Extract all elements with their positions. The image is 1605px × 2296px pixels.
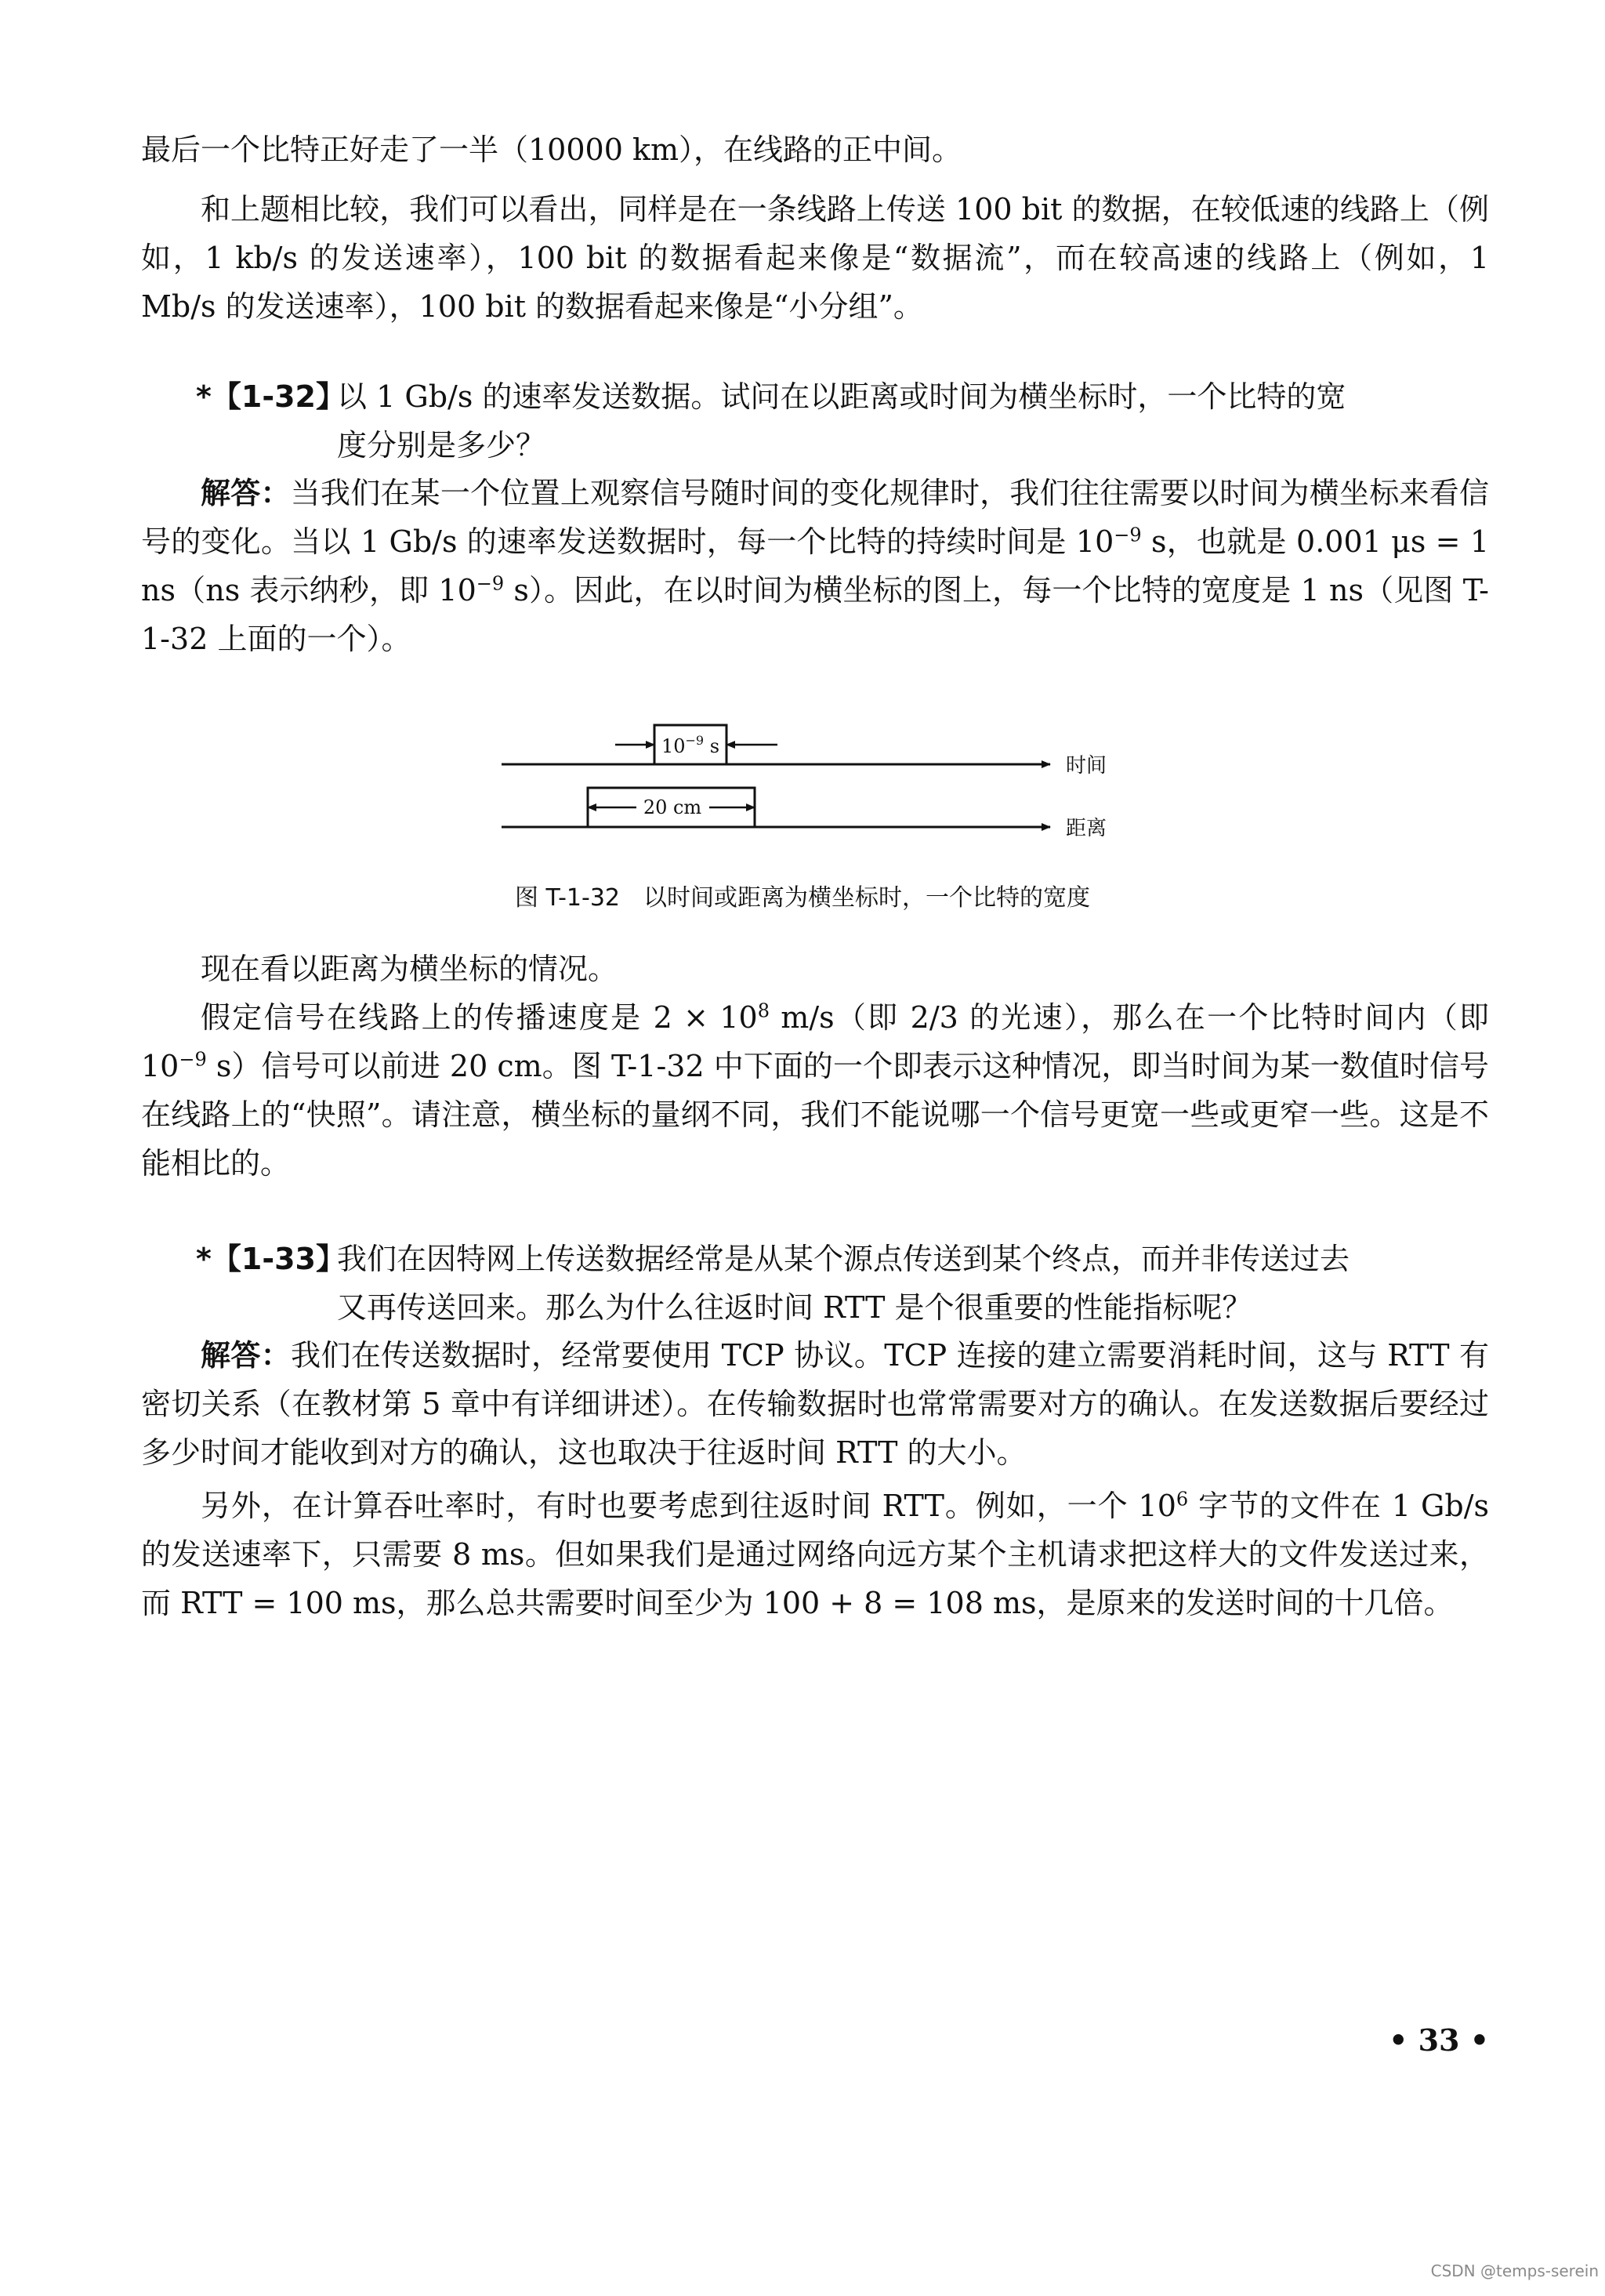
question-number: *【1-32】 xyxy=(196,379,346,414)
answer-text: s，也就是 0.001 μs = 1 ns（ns 表示纳秒，即 10 xyxy=(141,524,1489,608)
question-1-33 xyxy=(196,1235,1489,1332)
answer-1-33 xyxy=(141,1331,1489,1477)
watermark: CSDN @temps-serein xyxy=(1430,2262,1599,2280)
answer-label: 解答： xyxy=(201,475,291,510)
paragraph-5: 另外，在计算吞吐率时，有时也要考虑到往返时间 RTT。例如，一个 $10^6$ 字节的文件在 1 Gb/s 的发送速率下，只需要 8 ms。但如果我们是通过网络向远方某个主机请求把这样大的文件发送过来，而 RTT = 100 ms，那么总共需要时间至少为 100 + 8 = 108 ms，是原来的发送时间的十几倍。 xyxy=(141,1488,1489,1620)
exponent: −9 xyxy=(476,572,505,595)
page-number: • 33 • xyxy=(1389,2022,1489,2058)
exponent: −9 xyxy=(179,1048,207,1071)
figure-caption: 图 T-1-32 以时间或距离为横坐标时，一个比特的宽度 xyxy=(514,884,1091,912)
paragraph-4: 假定信号在线路上的传播速度是 $2 \times 10^8$ m/s（即 2/3 的光速），那么在一个比特时间内（即 $10^{-9}$ s）信号可以前进 20 cm。图 T-1-32 中下面的一个即表示这种情况，即当时间为某一数值时信号在线路上的“快照”。请注意，横坐标的量纲不同，我们不能说哪一个信号更宽一些或更窄一些。这是不能相比的。 xyxy=(141,999,1490,1181)
question-text-line2: 度分别是多少？ xyxy=(337,428,546,462)
answer-text: 当我们在某一个位置上观察信号随时间的变化规律时，我们往往需要以时间为横坐标来看信号的变化。当以 1 Gb/s 的速率发送数据时，每一个比特的持续时间是 10 xyxy=(141,476,1489,559)
question-text-line2: 又再传送回来。那么为什么往返时间 RTT 是个很重要的性能指标呢？ xyxy=(337,1290,1252,1325)
time-axis-label: 时间 xyxy=(1066,754,1107,778)
paragraph-2: 和上题相比较，我们可以看出，同样是在一条线路上传送 100 bit 的数据，在较低速的线路上（例如，1 kb/s 的发送速率），100 bit 的数据看起来像是“数据流”，而在较高速的线路上（例如，1 Mb/s 的发送速率），100 bit 的数据看起来像是“小分组”。 xyxy=(141,192,1489,324)
distance-label: 20 cm xyxy=(643,796,702,818)
answer-text: s）。因此，在以时间为横坐标的图上，每一个比特的宽度是 1 ns（见图 T-1-32 上面的一个）。 xyxy=(141,573,1490,656)
exponent: 6 xyxy=(1176,1488,1189,1511)
question-text-line1: 我们在因特网上传送数据经常是从某个源点传送到某个终点，而并非传送过去 xyxy=(337,1242,1350,1276)
question-text-line1: 以 1 Gb/s 的速率发送数据。试问在以距离或时间为横坐标时，一个比特的宽 xyxy=(337,379,1346,414)
exponent: −9 xyxy=(1114,524,1142,546)
bit-time-label: $10^{-9}$ s xyxy=(661,733,720,757)
question-number: *【1-33】 xyxy=(196,1242,346,1276)
paragraph-1: 最后一个比特正好走了一半（10000 km），在线路的正中间。 xyxy=(141,132,962,167)
exponent: 8 xyxy=(757,999,770,1022)
answer-text: 我们在传送数据时，经常要使用 TCP 协议。TCP 连接的建立需要消耗时间，这与 RTT 有密切关系（在教材第 5 章中有详细讲述）。在传输数据时也常常需要对方的确认。在发送数据后要经过多少时间才能收到对方的确认，这也取决于往返时间 RTT 的大小。 xyxy=(141,1338,1489,1470)
paragraph-3: 现在看以距离为横坐标的情况。 xyxy=(201,952,618,986)
distance-axis-label: 距离 xyxy=(1066,817,1107,840)
question-1-32 xyxy=(196,372,1489,470)
bit-width-figure xyxy=(470,705,1136,862)
answer-label: 解答： xyxy=(201,1337,292,1373)
answer-1-32 xyxy=(141,469,1489,663)
